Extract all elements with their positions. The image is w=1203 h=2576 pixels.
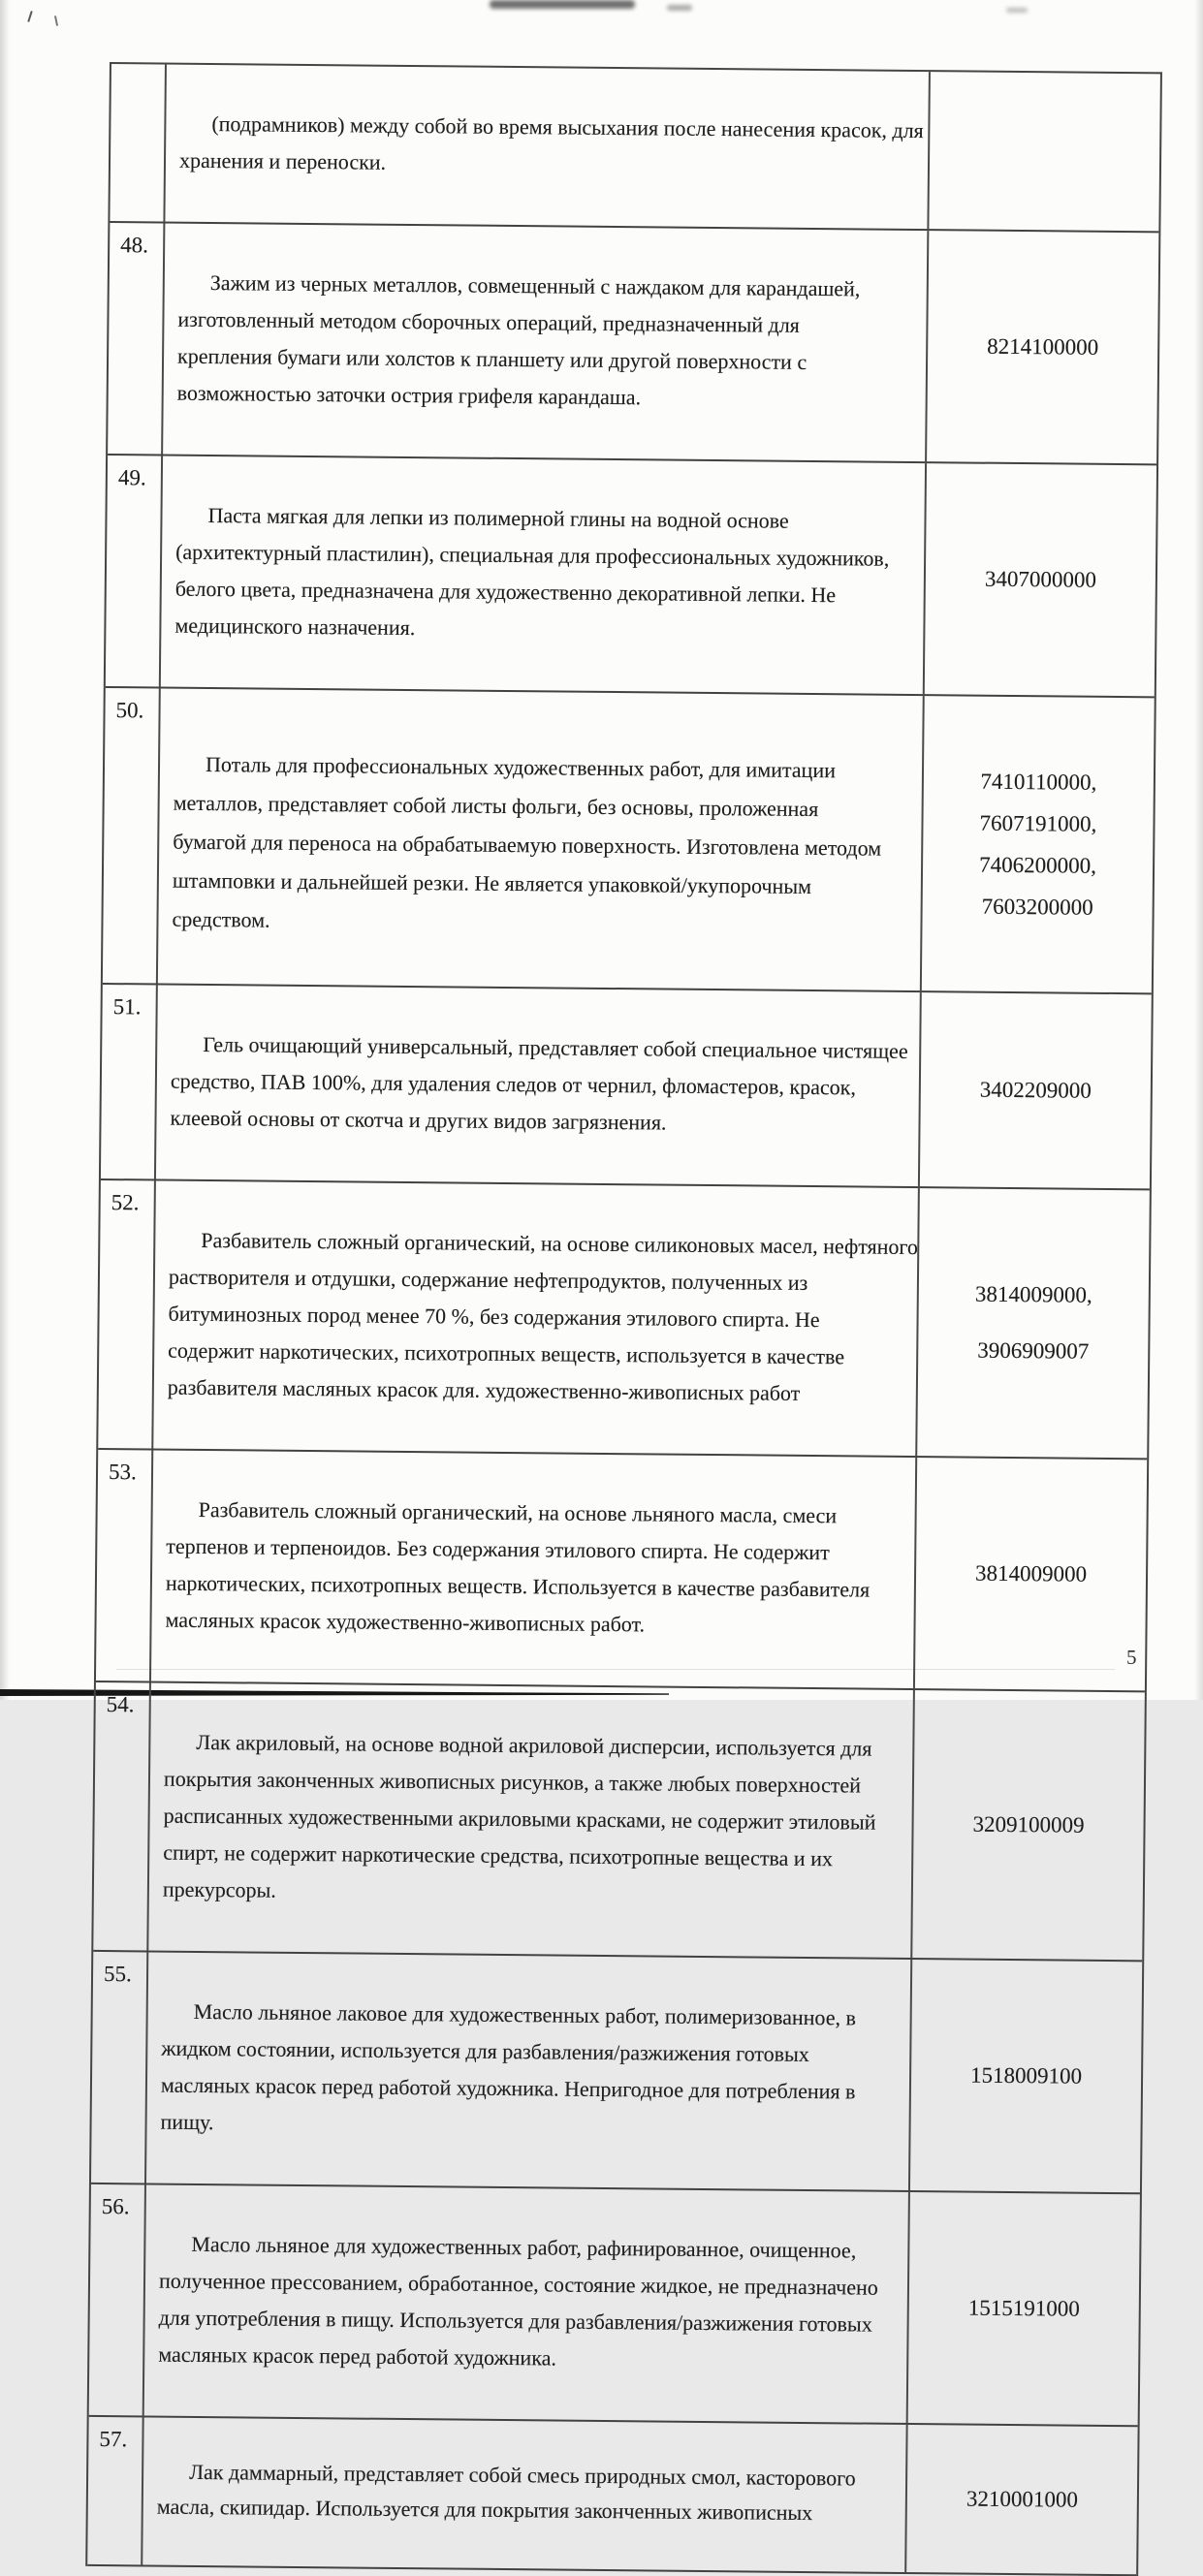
row-codes-cell (925, 231, 1158, 463)
row-description-cell (146, 1952, 910, 2190)
row-description-cell (156, 986, 920, 1187)
row-codes-cell (920, 696, 1155, 992)
row-description-cell (158, 689, 923, 991)
hs-code: 3402209000 (979, 1077, 1092, 1103)
row-description-cell (165, 65, 929, 230)
hs-code: 3407000000 (984, 566, 1097, 592)
scan-mark (27, 11, 33, 22)
table-row (98, 1180, 1150, 1460)
row-codes-cell (918, 992, 1152, 1188)
scan-smudge (490, 0, 635, 9)
table-row (110, 64, 1160, 233)
row-number-cell (87, 2417, 143, 2565)
hs-code: 1518009100 (969, 2062, 1083, 2089)
hs-code: 8214100000 (987, 333, 1099, 360)
row-number: 54. (106, 1692, 135, 1717)
row-codes-cell (927, 72, 1160, 231)
hs-code: 3906909007 (977, 1337, 1090, 1364)
hs-code: 1515191000 (967, 2295, 1080, 2321)
row-number: 52. (111, 1190, 140, 1215)
row-number: 50. (115, 698, 144, 723)
row-number: 57. (99, 2427, 128, 2452)
hs-code: 3209100009 (972, 1811, 1085, 1838)
row-description-cell (161, 456, 925, 695)
row-number-cell (110, 64, 167, 222)
products-table (85, 62, 1162, 2576)
row-description-cell (148, 1682, 913, 1958)
table-row (103, 688, 1155, 994)
row-number-cell (93, 1682, 151, 1951)
hs-code: 3814009000, (974, 1281, 1092, 1307)
page-number: 5 (1126, 1646, 1137, 1669)
row-codes-cell (906, 2192, 1140, 2425)
row-description: Разбавитель сложный органический, на основе льняного масла, смеси терпенов и терпеноидов. Без содержания этилового спирта. Не содержит наркотических, психотропных веществ. Используется в качестве разбавителя масляных красок художественно-живописных работ. (165, 1496, 871, 1637)
table-row (87, 2417, 1137, 2576)
scan-smudge (1006, 8, 1028, 13)
hs-code: 3814009000 (974, 1560, 1088, 1586)
row-number-cell (101, 985, 158, 1179)
table-row (96, 1450, 1147, 1692)
row-description-cell (144, 2184, 908, 2423)
row-number: 48. (120, 233, 149, 258)
row-codes-cell (915, 1188, 1150, 1458)
scan-smudge (667, 5, 692, 11)
row-description: (подрамников) между собой во время высыхания после нанесения красок, для хранения и переноски. (178, 111, 924, 174)
hs-code: 3210001000 (966, 2486, 1079, 2512)
row-description: Разбавитель сложный органический, на основе силиконовых масел, нефтяного растворителя и отдушки, содержание нефтепродуктов, полученных из битуминозных пород менее 70 %, без содержания этилового спирта. Не содержит наркотических, психотропных веществ, используется в качестве разбавителя масляных красок для. художественно-живописных работ (167, 1227, 919, 1405)
scan-mark (54, 16, 58, 26)
row-codes-cell (904, 2425, 1137, 2574)
row-description-cell (153, 1181, 918, 1457)
row-description: Паста мягкая для лепки из полимерной глины на водной основе (архитектурный пластилин), специальная для профессиональных художников, белого цвета, предназначена для художественно декоративной лепки. Не медицинского назначения. (174, 502, 890, 641)
row-number: 56. (101, 2194, 130, 2219)
row-number: 49. (117, 465, 146, 490)
row-codes-cell (923, 463, 1156, 696)
hs-code: 7406200000, (979, 852, 1097, 878)
row-description: Гель очищающий универсальный, представляет собой специальное чистящее средство, ПАВ 100%, для удаления следов от чернил, фломастеров, красок, клеевой основы от скотча и других видов загрязнения. (170, 1031, 908, 1135)
table-row (93, 1682, 1145, 1962)
row-number-cell (98, 1180, 156, 1449)
row-description: Поталь для профессиональных художественных работ, для имитации металлов, представляет собой листы фольги, без основы, проложенная бумагой для переноса на обрабатываемую поверхность. Изготовлена методом штамповки и дальнейшей резки. Не является упаковкой/укупорочным средством. (172, 751, 882, 932)
row-number-cell (89, 2184, 146, 2416)
row-description: Масло льняное для художественных работ, рафинированное, очищенное, полученное прессованием, обработанное, состояние жидкое, не предназначено для употребления в пищу. Используется для разбавления/разжижения готовых масляных красок перед работой художника. (158, 2231, 878, 2371)
scan-edge-shadow-left (0, 0, 10, 1700)
row-codes-cell (908, 1960, 1142, 2192)
hs-code: 7607191000, (979, 810, 1097, 836)
row-description: Лак даммарный, представляет собой смесь природных смол, касторового масла, скипидар. Используется для покрытия законченных живописных (156, 2459, 856, 2526)
table-row (106, 456, 1156, 698)
row-description: Зажим из черных металлов, совмещенный с наждаком для карандашей, изготовленный методом сборочных операций, предназначенный для крепления бумаги или холстов к планшету или другой поверхности с возможностью заточки острия грифеля карандаша. (176, 270, 861, 410)
table-row (108, 223, 1158, 465)
hs-code: 7410110000, (980, 769, 1097, 795)
row-codes-cell (913, 1458, 1147, 1690)
hs-code: 7603200000 (981, 894, 1093, 920)
products-table-body (87, 64, 1160, 2576)
row-codes-cell (910, 1690, 1145, 1960)
row-number-cell (96, 1450, 153, 1681)
row-number: 53. (108, 1460, 137, 1485)
row-number: 51. (112, 994, 142, 1020)
row-description-cell (142, 2417, 905, 2572)
scan-edge-shadow-right (1194, 0, 1203, 1700)
row-number-cell (91, 1952, 148, 2183)
table-row (89, 2184, 1140, 2427)
table-row (101, 985, 1152, 1190)
table-row (91, 1952, 1142, 2194)
row-number-cell (106, 456, 163, 687)
row-number-cell (108, 223, 165, 455)
row-description-cell (151, 1451, 915, 1689)
row-number-cell (103, 688, 161, 984)
row-description-cell (163, 224, 927, 462)
row-number: 55. (103, 1962, 132, 1987)
row-description: Масло льняное лаковое для художественных работ, полимеризованное, в жидком состоянии, используется для разбавления/разжижения готовых масляных красок перед работой художника. Непригодное для потребления в пищу. (160, 1998, 857, 2135)
row-description: Лак акриловый, на основе водной акриловой дисперсии, используется для покрытия законченных живописных рисунков, а также любых поверхностей расписанных художественными акриловыми красками, не содержит этиловый спирт, не содержит наркотические средства, психотропные вещества и их прекурсоры. (162, 1729, 876, 1902)
